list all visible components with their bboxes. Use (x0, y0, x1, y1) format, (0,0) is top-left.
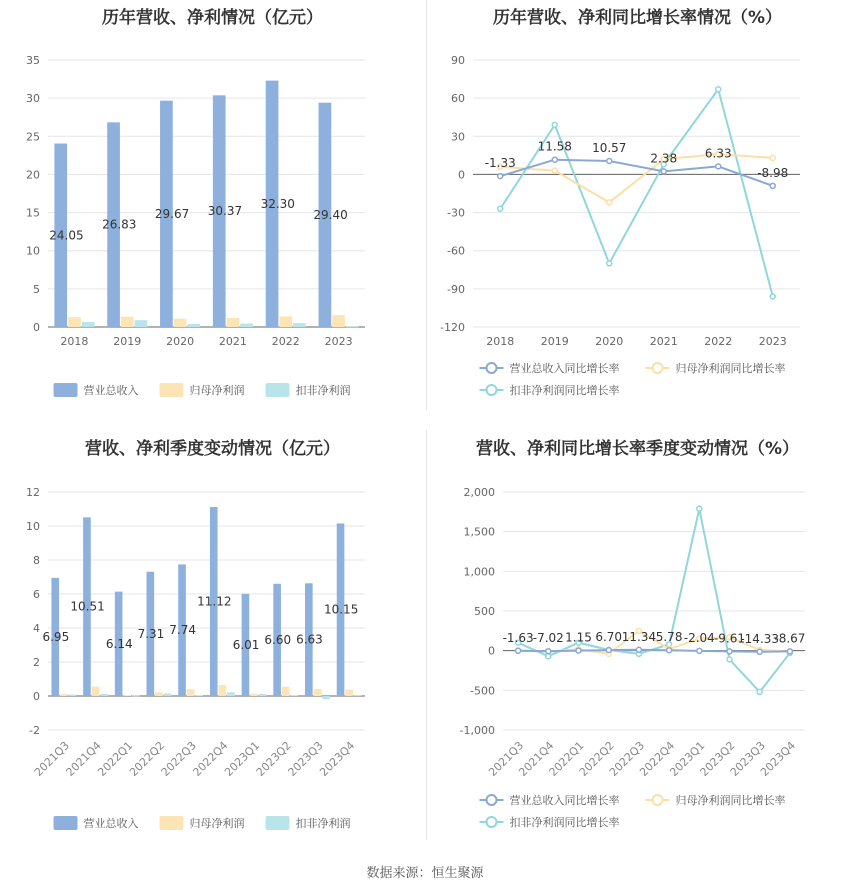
legend-label: 营业总收入同比增长率 (509, 362, 620, 375)
x-tick-label: 2022Q2 (127, 738, 168, 779)
annual-growth-rate-chart (425, 0, 850, 410)
data-label: 11.58 (537, 139, 572, 154)
x-tick-label: 2019 (540, 335, 569, 348)
data-point (727, 649, 732, 654)
data-point (552, 168, 557, 173)
data-label: 6.70 (595, 630, 623, 645)
y-tick-label: 5 (33, 282, 40, 296)
legend-marker (487, 363, 497, 373)
legend-swatch (160, 816, 184, 830)
bar-data-label: 26.83 (102, 217, 137, 232)
y-tick-label: 15 (26, 206, 40, 220)
y-tick-label: 10 (26, 520, 40, 533)
x-tick-label: 2022Q4 (637, 738, 678, 779)
bar-net-profit (227, 318, 240, 327)
bar-data-label: 32.30 (260, 196, 295, 211)
x-tick-label: 2018 (60, 335, 89, 348)
x-tick-label: 2023 (758, 335, 787, 348)
data-label: -9.61 (713, 631, 746, 646)
data-point (576, 648, 581, 653)
bar-data-label: 30.37 (207, 204, 243, 219)
y-tick-label: 2,000 (463, 486, 495, 499)
y-tick-label: -1,000 (459, 724, 495, 737)
x-tick-label: 2020 (595, 335, 624, 348)
legend-label: 营业总收入 (83, 384, 139, 397)
y-tick-label: 90 (451, 54, 465, 67)
series-line (500, 154, 773, 202)
data-point (516, 648, 521, 653)
y-tick-label: 500 (474, 605, 495, 618)
data-label: -1.33 (484, 156, 516, 171)
bar-data-label: 6.14 (105, 636, 133, 651)
bar-data-label: 7.74 (169, 623, 197, 638)
data-label: 6.33 (704, 146, 732, 161)
legend-label: 归母净利润同比增长率 (675, 794, 786, 807)
bar-net-profit (68, 317, 81, 327)
data-point (770, 294, 775, 299)
x-tick-label: 2022Q3 (606, 738, 648, 779)
legend-swatch (54, 816, 78, 830)
bar-net-profit (250, 694, 258, 696)
annual-growth-rate-svg (425, 0, 850, 410)
y-tick-label: -500 (470, 684, 495, 698)
x-tick-label: 2022Q2 (576, 738, 617, 779)
data-point (727, 657, 732, 662)
quarterly-revenue-profit-chart (0, 425, 425, 850)
series-line (500, 89, 773, 296)
data-source-name: 恒生聚源 (431, 866, 484, 881)
x-tick-label: 2023Q3 (285, 738, 326, 779)
data-label: 2.38 (650, 151, 678, 166)
data-label: -8.98 (757, 165, 789, 180)
x-tick-label: 2022Q1 (546, 738, 587, 779)
bar-deducted-net-profit (132, 696, 140, 697)
x-tick-label: 2022Q4 (190, 738, 231, 779)
x-tick-label: 2023 (324, 335, 353, 348)
legend-swatch (266, 816, 290, 830)
y-tick-label: 2 (33, 656, 40, 669)
legend-marker (487, 817, 497, 827)
bar-deducted-net-profit (346, 327, 359, 328)
x-tick-label: 2021 (649, 335, 678, 348)
quarterly-growth-rate-chart (425, 425, 850, 850)
bar-deducted-net-profit (187, 324, 200, 327)
data-point (636, 647, 641, 652)
x-tick-label: 2019 (113, 335, 142, 348)
annual-revenue-profit-svg (0, 0, 425, 410)
x-tick-label: 2023Q2 (697, 738, 738, 779)
y-tick-label: 25 (26, 130, 40, 144)
bar-deducted-net-profit (259, 694, 267, 696)
x-tick-label: 2018 (486, 335, 515, 348)
x-tick-label: 2023Q1 (667, 738, 708, 779)
y-tick-label: 8 (33, 554, 40, 567)
legend-swatch (160, 383, 184, 397)
bar-data-label: 6.95 (42, 629, 70, 644)
data-point (716, 87, 721, 92)
data-label: -2.04 (683, 630, 715, 645)
chart-title: 营收、净利同比增长率季度变动情况（%） (475, 439, 800, 459)
y-tick-label: 0 (33, 690, 40, 703)
quarterly-growth-rate-svg (425, 425, 850, 850)
bar-data-label: 29.40 (313, 207, 348, 222)
x-tick-label: 2022Q1 (95, 738, 136, 779)
y-tick-label: 30 (451, 130, 465, 144)
y-tick-label: 6 (33, 588, 40, 601)
data-label: 11.34 (621, 629, 657, 644)
bar-net-profit (155, 692, 163, 696)
bar-deducted-net-profit (100, 694, 108, 696)
bar-deducted-net-profit (195, 695, 203, 696)
bar-data-label: 29.67 (154, 206, 190, 221)
y-tick-label: -60 (447, 244, 465, 258)
bar-deducted-net-profit (240, 324, 253, 327)
data-point (607, 261, 612, 266)
y-tick-label: 60 (451, 92, 465, 106)
data-point (606, 648, 611, 653)
y-tick-label: 12 (26, 486, 40, 499)
y-tick-label: 0 (33, 321, 40, 334)
x-tick-label: 2023Q1 (222, 738, 263, 779)
x-tick-label: 2021 (218, 335, 247, 348)
data-point (607, 158, 612, 163)
series-line (518, 650, 790, 652)
series-line (518, 509, 790, 692)
y-tick-label: -90 (447, 282, 465, 296)
y-tick-label: 35 (26, 54, 40, 67)
legend-marker (653, 363, 663, 373)
bar-deducted-net-profit (135, 320, 148, 327)
x-tick-label: 2023Q3 (727, 738, 768, 779)
annual-revenue-profit-chart (0, 0, 425, 410)
y-tick-label: 1,000 (463, 565, 495, 579)
bar-deducted-net-profit (82, 322, 95, 327)
y-tick-label: 30 (26, 92, 40, 106)
y-tick-label: -30 (447, 206, 465, 220)
bar-data-label: 6.60 (264, 632, 292, 647)
bar-deducted-net-profit (293, 323, 306, 327)
data-point (757, 689, 762, 694)
data-point (697, 648, 702, 653)
y-tick-label: 0 (458, 168, 465, 182)
x-tick-label: 2020 (166, 335, 195, 348)
data-label: -14.33 (740, 631, 780, 646)
x-tick-label: 2021Q4 (63, 738, 104, 779)
x-tick-label: 2023Q4 (757, 738, 799, 779)
data-point (552, 157, 557, 162)
chart-title: 历年营收、净利同比增长率情况（%） (492, 8, 783, 28)
legend-swatch (266, 383, 290, 397)
bar-net-profit (332, 315, 345, 327)
data-point (661, 169, 666, 174)
bar-net-profit (314, 689, 322, 696)
data-point (667, 648, 672, 653)
bar-deducted-net-profit (69, 695, 77, 696)
bar-data-label: 10.15 (323, 602, 359, 617)
bar-net-profit (60, 694, 68, 696)
bar-net-profit (282, 687, 290, 696)
data-point (770, 183, 775, 188)
legend-label: 扣非净利润 (295, 384, 351, 397)
bar-deducted-net-profit (291, 695, 299, 696)
y-tick-label: 0 (488, 644, 495, 658)
legend-marker (487, 385, 497, 395)
x-tick-label: 2023Q4 (317, 738, 358, 779)
data-point (770, 155, 775, 160)
bar-data-label: 24.05 (49, 228, 84, 243)
bar-data-label: 10.51 (70, 599, 105, 614)
x-tick-label: 2022 (704, 335, 733, 348)
data-source-footer (0, 862, 850, 881)
legend-label: 扣非净利润同比增长率 (509, 816, 620, 829)
x-tick-label: 2021Q4 (516, 738, 557, 779)
bar-net-profit (174, 319, 187, 327)
bar-net-profit (121, 317, 134, 327)
x-tick-label: 2022Q3 (158, 738, 199, 779)
legend-label: 扣非净利润同比增长率 (509, 384, 620, 397)
bar-deducted-net-profit (227, 692, 235, 696)
data-label: -8.67 (774, 631, 806, 646)
data-label: 1.15 (565, 630, 592, 645)
data-point (552, 122, 557, 127)
bar-data-label: 6.01 (232, 637, 260, 652)
legend-marker (653, 795, 663, 805)
data-label: 5.78 (655, 630, 683, 645)
legend-swatch (54, 383, 78, 397)
legend-label: 营业总收入 (83, 817, 139, 830)
y-tick-label: -120 (440, 321, 465, 334)
data-point (697, 506, 702, 511)
bar-deducted-net-profit (354, 695, 362, 696)
bar-data-label: 11.12 (197, 594, 232, 609)
data-point (498, 174, 503, 179)
bar-net-profit (279, 316, 292, 327)
data-point (757, 649, 762, 654)
bar-net-profit (345, 690, 353, 696)
data-source-prefix: 数据来源： (366, 866, 432, 881)
x-tick-label: 2022 (271, 335, 300, 348)
y-tick-label: -2 (29, 724, 40, 737)
data-label: -1.63 (502, 630, 534, 645)
data-point (498, 206, 503, 211)
data-point (787, 649, 792, 654)
bar-net-profit (123, 695, 131, 696)
y-tick-label: 20 (26, 168, 40, 182)
quarterly-revenue-profit-svg (0, 425, 425, 850)
bar-deducted-net-profit (164, 693, 172, 696)
data-label: 10.57 (592, 140, 627, 155)
bar-net-profit (219, 685, 227, 696)
data-point (607, 200, 612, 205)
y-tick-label: 4 (33, 622, 40, 635)
bar-deducted-net-profit (322, 696, 330, 699)
bar-data-label: 6.63 (296, 632, 323, 647)
legend-marker (487, 795, 497, 805)
legend-label: 归母净利润 (189, 384, 245, 397)
chart-title: 营收、净利季度变动情况（亿元） (85, 439, 340, 459)
legend-label: 营业总收入同比增长率 (509, 794, 620, 807)
y-tick-label: 10 (26, 244, 40, 258)
x-tick-label: 2023Q2 (253, 738, 294, 779)
legend-label: 归母净利润同比增长率 (675, 362, 786, 375)
data-label: -7.02 (532, 631, 564, 646)
bar-data-label: 7.31 (137, 626, 165, 641)
chart-title: 历年营收、净利情况（亿元） (102, 8, 323, 28)
legend-label: 归母净利润 (189, 817, 245, 830)
bar-net-profit (187, 689, 195, 696)
x-tick-label: 2021Q3 (31, 738, 72, 779)
x-tick-label: 2021Q3 (486, 738, 527, 779)
y-tick-label: 1,500 (463, 525, 495, 539)
legend-label: 扣非净利润 (295, 817, 351, 830)
bar-net-profit (92, 687, 100, 696)
data-point (716, 164, 721, 169)
data-point (546, 649, 551, 654)
